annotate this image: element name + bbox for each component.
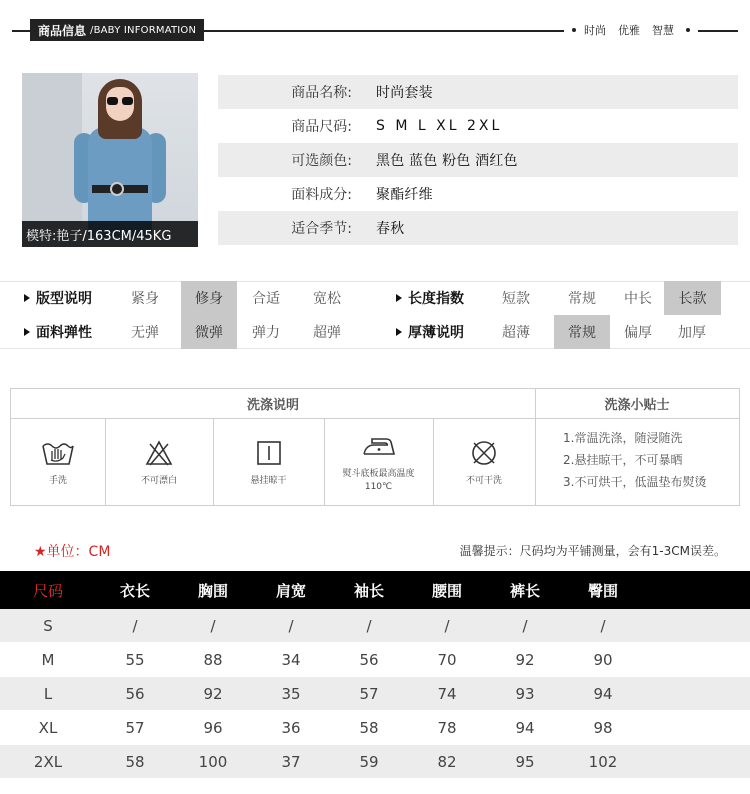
measure-cell: 57 xyxy=(125,718,145,737)
length-option: 常规 xyxy=(568,291,596,307)
measure-cell: / xyxy=(600,616,606,635)
measure-cell: 58 xyxy=(125,752,145,771)
elasticity-label: 面料弹性 xyxy=(24,315,92,349)
table-row xyxy=(0,711,750,745)
length-option: 中长 xyxy=(624,291,652,307)
measure-cell: / xyxy=(288,616,294,635)
info-label: 适合季节: xyxy=(291,221,352,237)
column-header: 袖长 xyxy=(353,581,384,600)
column-header: 衣长 xyxy=(119,581,150,600)
wash-symbol: 不可漂白 xyxy=(105,419,213,505)
wash-symbol: 不可干洗 xyxy=(433,419,535,505)
info-row xyxy=(218,75,738,109)
attribute-panel xyxy=(0,281,750,349)
header-title-en: /BABY INFORMATION xyxy=(90,24,197,36)
info-value: 春秋 xyxy=(376,221,405,237)
measure-cell: / xyxy=(132,616,138,635)
model-caption: 模特:艳子/163CM/45KG xyxy=(22,221,198,247)
measure-cell: / xyxy=(444,616,450,635)
washing-tips-title: 洗涤小贴士 xyxy=(535,389,739,419)
no-bleach-icon xyxy=(139,437,179,469)
info-row xyxy=(218,109,738,143)
measure-cell: 34 xyxy=(281,650,301,669)
measure-cell: 90 xyxy=(593,650,613,669)
fit-option: 宽松 xyxy=(313,291,341,307)
header-tagline xyxy=(564,21,698,39)
measure-cell: 93 xyxy=(515,684,535,703)
triangle-icon xyxy=(24,328,30,336)
info-value: 时尚套装 xyxy=(376,85,433,101)
measure-cell: 56 xyxy=(359,650,379,669)
length-label: 长度指数 xyxy=(396,281,464,315)
size-table-header xyxy=(0,571,750,609)
column-header: 尺码 xyxy=(32,581,63,600)
measure-cell: 96 xyxy=(203,718,223,737)
info-label: 商品尺码: xyxy=(291,119,352,135)
measure-cell: / xyxy=(522,616,528,635)
no-dry-clean-icon xyxy=(464,437,504,469)
info-row xyxy=(218,177,738,211)
column-header: 腰围 xyxy=(431,581,462,600)
measure-cell: 37 xyxy=(281,752,301,771)
measure-cell: 92 xyxy=(203,684,223,703)
fit-option-selected: 修身 xyxy=(181,281,237,315)
measurement-note: 温馨提示：尺码均为平铺测量，会有1-3CM误差。 xyxy=(459,544,726,558)
measure-cell: 74 xyxy=(437,684,457,703)
measure-cell: / xyxy=(366,616,372,635)
triangle-icon xyxy=(396,294,402,302)
product-info xyxy=(218,75,738,245)
sunglasses xyxy=(107,97,133,105)
measure-cell: 57 xyxy=(359,684,379,703)
measure-cell: 95 xyxy=(515,752,535,771)
thickness-option: 加厚 xyxy=(678,325,706,341)
info-label: 面料成分: xyxy=(291,187,352,203)
measure-cell: 36 xyxy=(281,718,301,737)
wash-symbol: 手洗 xyxy=(11,419,105,505)
thickness-label: 厚薄说明 xyxy=(396,315,464,349)
measure-cell: 59 xyxy=(359,752,379,771)
elasticity-option: 超弹 xyxy=(313,325,341,341)
measure-cell: 82 xyxy=(437,752,457,771)
washing-title: 洗涤说明 xyxy=(11,389,535,419)
measure-cell: 94 xyxy=(593,684,613,703)
measure-cell: 35 xyxy=(281,684,301,703)
column-header: 裤长 xyxy=(509,581,540,600)
model-photo xyxy=(22,73,198,247)
info-value: 聚酯纤维 xyxy=(376,187,433,203)
size-cell: L xyxy=(43,684,53,703)
bullet-icon xyxy=(572,28,576,32)
wash-symbol: 熨斗底板最高温度110℃ xyxy=(324,419,433,505)
thickness-option: 超薄 xyxy=(502,325,530,341)
washing-tips xyxy=(563,427,706,493)
measure-cell: 70 xyxy=(437,650,457,669)
thickness-option: 偏厚 xyxy=(624,325,652,341)
measure-cell: 102 xyxy=(588,752,618,771)
measure-cell: 88 xyxy=(203,650,223,669)
unit-label: ★单位：CM xyxy=(34,544,111,560)
section-header xyxy=(0,0,750,62)
elasticity-option: 弹力 xyxy=(252,325,280,341)
size-table-body xyxy=(0,609,750,779)
info-row xyxy=(218,211,738,245)
tip-item: 2.悬挂晾干，不可暴晒 xyxy=(563,453,683,467)
measure-cell: 55 xyxy=(125,650,145,669)
measure-cell: 98 xyxy=(593,718,613,737)
measure-cell: 92 xyxy=(515,650,535,669)
table-row xyxy=(0,677,750,711)
tip-item: 3.不可烘干，低温垫布熨烫 xyxy=(563,475,707,489)
iron-icon xyxy=(359,430,399,462)
measure-cell: 100 xyxy=(198,752,228,771)
info-label: 可选颜色: xyxy=(291,153,352,169)
info-value: S M L XL 2XL xyxy=(376,118,503,134)
bullet-icon xyxy=(686,28,690,32)
measure-cell: 94 xyxy=(515,718,535,737)
measure-cell: / xyxy=(210,616,216,635)
triangle-icon xyxy=(396,328,402,336)
tagline-word: 优雅 xyxy=(618,24,640,37)
triangle-icon xyxy=(24,294,30,302)
tagline-word: 智慧 xyxy=(652,24,674,37)
fit-option: 紧身 xyxy=(131,291,159,307)
fit-option: 合适 xyxy=(252,291,280,307)
size-cell: XL xyxy=(38,718,58,737)
info-value: 黑色 蓝色 粉色 酒红色 xyxy=(376,153,518,169)
fit-label: 版型说明 xyxy=(24,281,92,315)
size-cell: 2XL xyxy=(33,752,63,771)
hand-wash-icon xyxy=(38,437,78,469)
size-cell: M xyxy=(41,650,55,669)
info-row xyxy=(218,143,738,177)
table-row xyxy=(0,643,750,677)
hang-dry-icon xyxy=(249,437,289,469)
info-label: 商品名称: xyxy=(291,85,352,101)
size-cell: S xyxy=(43,616,53,635)
column-header: 胸围 xyxy=(197,581,228,600)
wash-symbol: 悬挂晾干 xyxy=(213,419,324,505)
length-option: 短款 xyxy=(502,291,530,307)
measure-cell: 56 xyxy=(125,684,145,703)
size-table xyxy=(0,571,750,779)
tagline-word: 时尚 xyxy=(584,24,606,37)
header-tag xyxy=(30,19,204,41)
table-row xyxy=(0,609,750,643)
tip-item: 1.常温洗涤，随浸随洗 xyxy=(563,431,683,445)
measure-cell: 58 xyxy=(359,718,379,737)
thickness-option-selected: 常规 xyxy=(554,315,610,349)
elasticity-option: 无弹 xyxy=(131,325,159,341)
elasticity-option-selected: 微弹 xyxy=(181,315,237,349)
measure-cell: 78 xyxy=(437,718,457,737)
length-option-selected: 长款 xyxy=(664,281,721,315)
table-row xyxy=(0,745,750,779)
header-title-cn: 商品信息 xyxy=(38,23,87,38)
column-header: 臀围 xyxy=(587,581,618,600)
washing-panel xyxy=(10,388,740,506)
column-header: 肩宽 xyxy=(275,581,306,600)
